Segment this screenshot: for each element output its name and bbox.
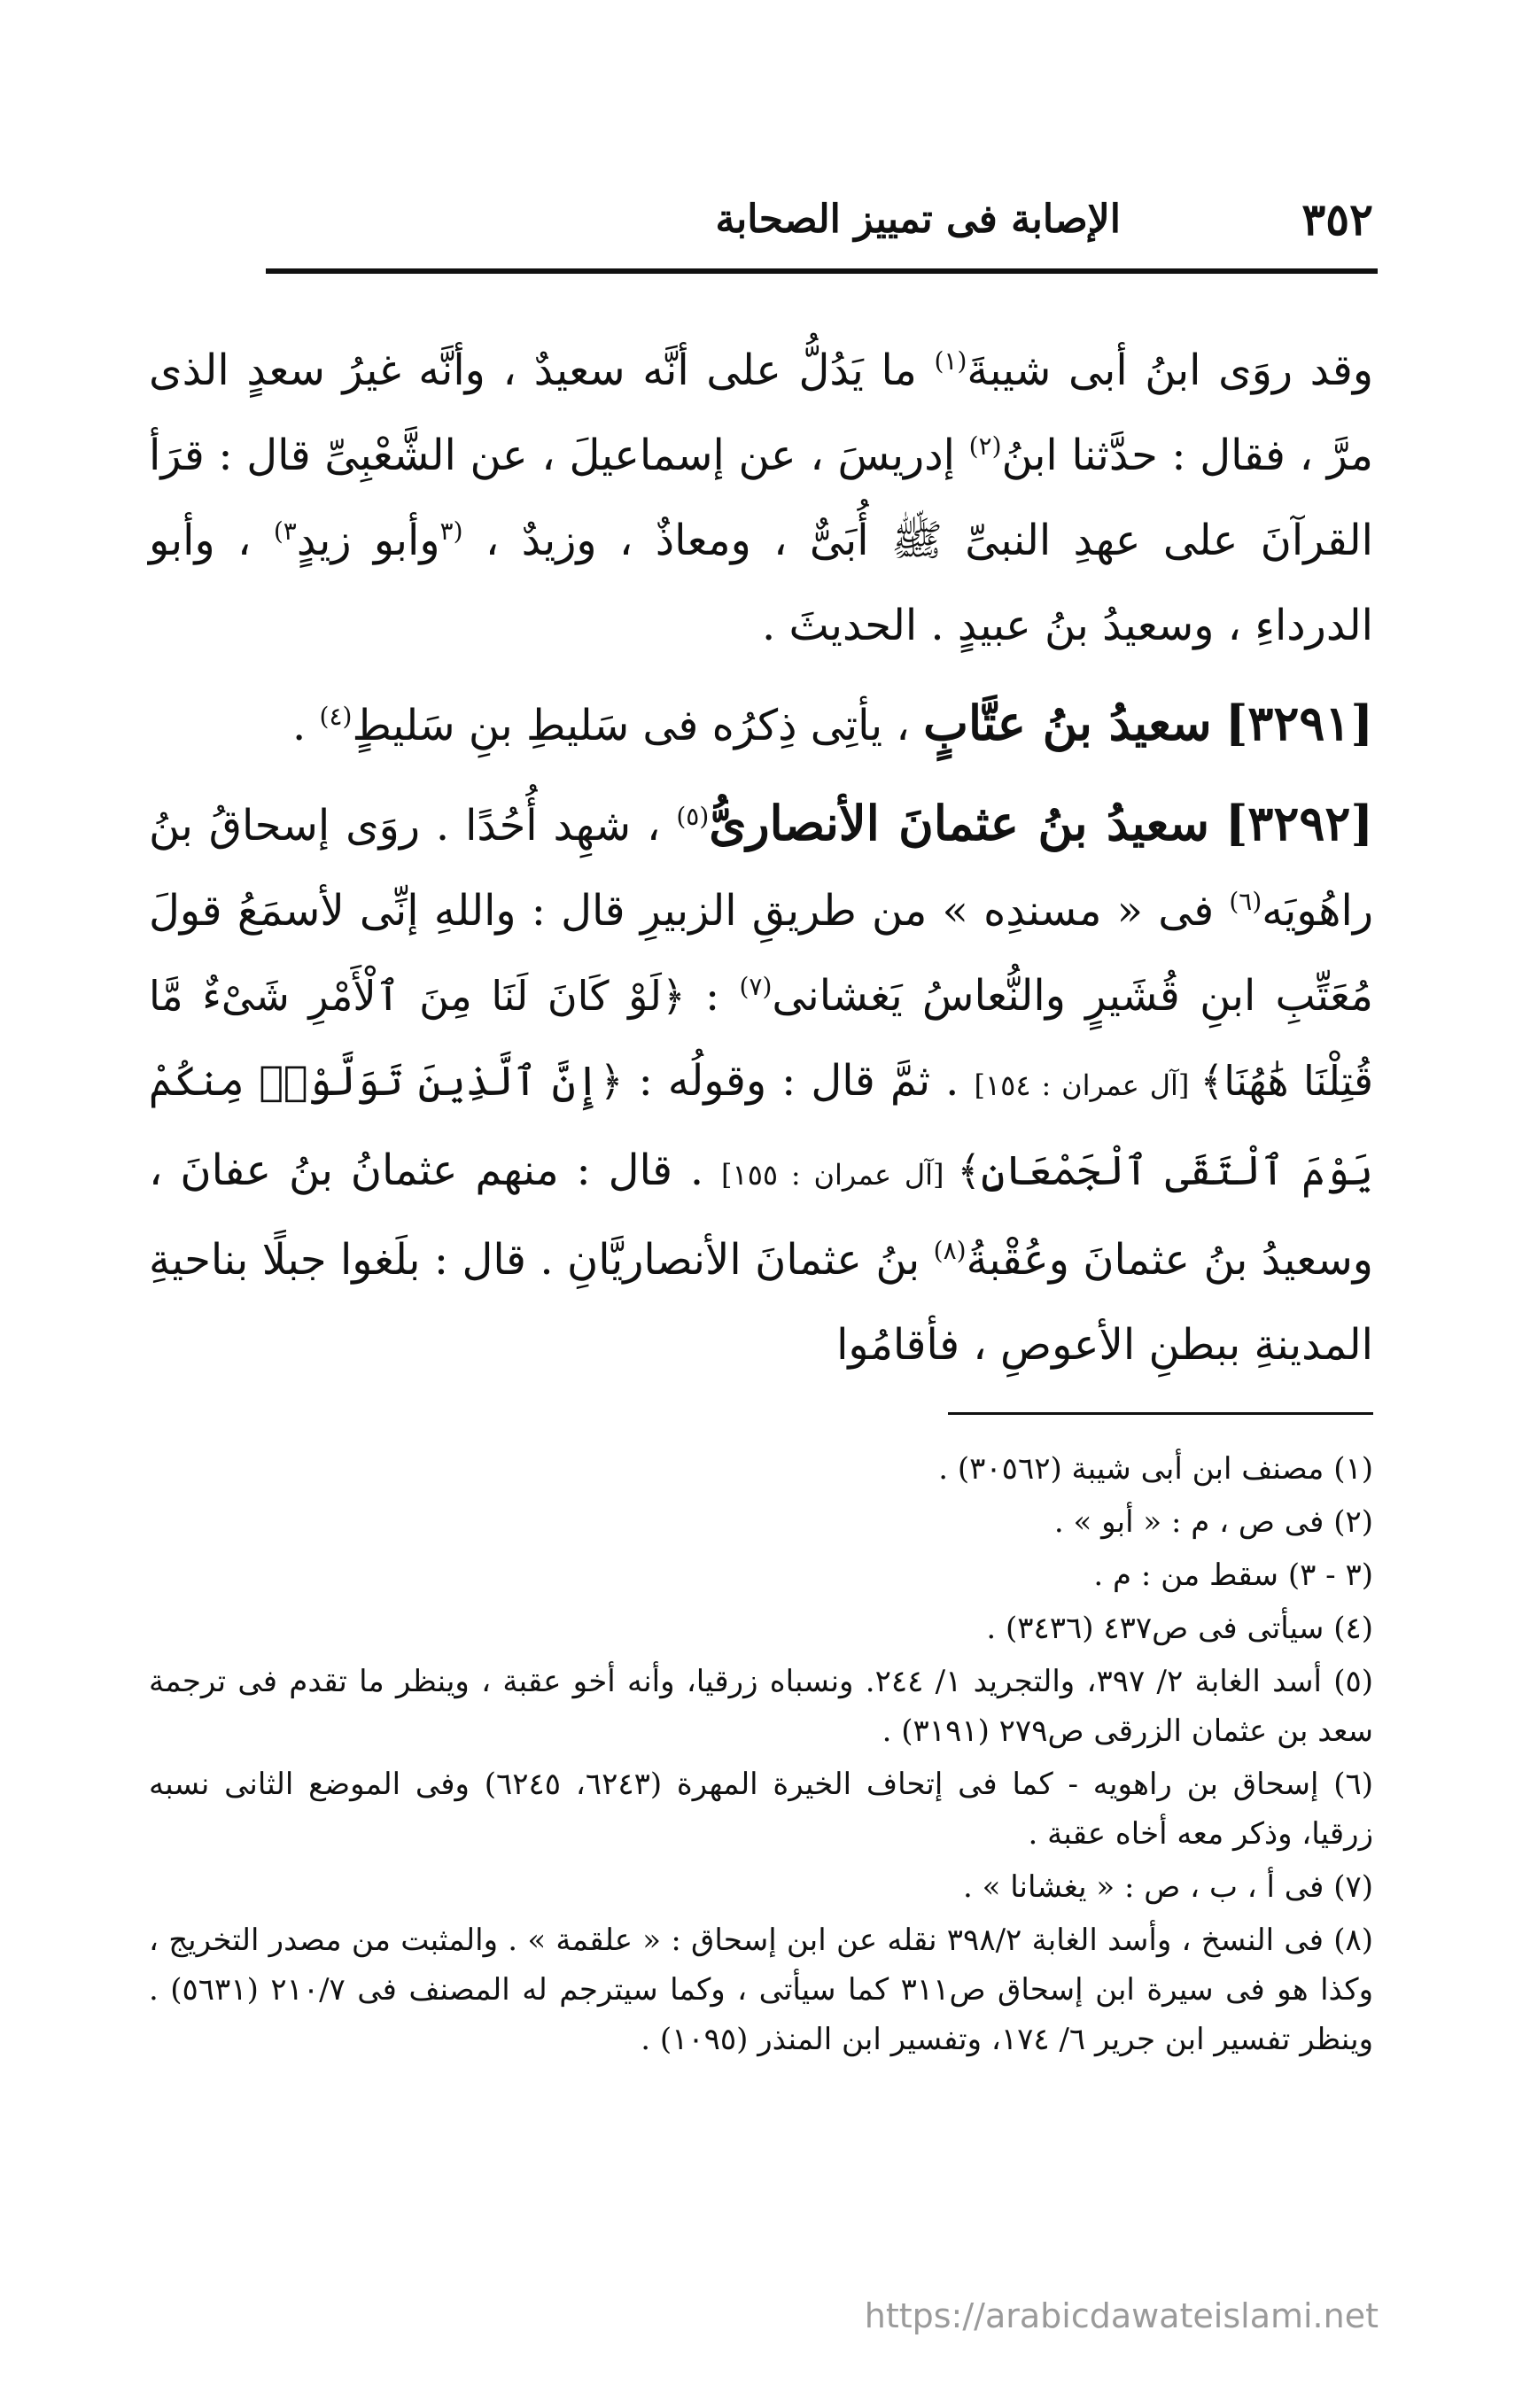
entry-3291	[149, 680, 1373, 768]
main-text	[149, 328, 1373, 1387]
entry-number: [٣٢٩١]	[1224, 695, 1373, 751]
text-run: ، وأبو الدرداءِ ، وسعيدُ بنُ عبيدٍ . الحديثَ .	[149, 516, 1373, 650]
footnote-ref: ٣)	[273, 517, 297, 546]
text-run: وأبو زيدٍ	[296, 516, 440, 565]
footnote: (٣ - ٣) سقط من : م .	[1093, 1557, 1373, 1593]
footnote-ref: (٥)	[676, 802, 710, 831]
quran-verse: ﴿لَوْ كَانَ لَنَا مِنَ ٱلْأَمْرِ شَىْءٌ مَّا قُتِلْنَا هَٰهُنَا﴾	[149, 972, 1374, 1105]
footnote-ref: (٤)	[319, 702, 353, 731]
footnote: (٨) فى النسخ ، وأسد الغابة ٣٩٨/٢ نقله عن ابن إسحاق : « علقمة » . والمثبت من مصدر التخريج ، وكذا هو فى سيرة ابن إسحاق ص٣١١ كما سيأتى ، وكما سيترجم له المصنف فى ٢١٠/٧ (٥٦٣١) . وينظر تفسير ابن جرير ٦/ ١٧٤، وتفسير ابن المنذر (١٠٩٥) .	[149, 1923, 1374, 2057]
page-header	[266, 193, 1373, 257]
text-run: . قال : منهم عثمانُ بنُ عفانَ ، وسعيدُ بنُ عثمانَ وعُقْبةُ	[149, 1146, 1373, 1285]
footnote: (٢) فى ص ، م : « أبو » .	[1053, 1504, 1373, 1540]
watermark-url: https://arabicdawateislami.net	[864, 2296, 1379, 2335]
header-rule	[266, 268, 1378, 274]
entry-name: سعيدُ بنُ عتَّابٍ	[923, 695, 1212, 751]
text-run: . ثمَّ قال : وقولُه :	[623, 1056, 975, 1106]
footnote-ref: (٢)	[968, 431, 1002, 461]
entry-3292	[149, 781, 1373, 1387]
text-run: ما يَدُلُّ على أنَّه سعيدٌ ، وأنَّه غيرُ سعدٍ الذى مرَّ ، فقال : حدَّثنا ابنُ	[149, 346, 1373, 480]
footnote: (٦) إسحاق بن راهويه - كما فى إتحاف الخيرة المهرة (٦٢٤٣، ٦٢٤٥) وفى الموضع الثانى نسبه زرقيا، وذكر معه أخاه عقبة .	[149, 1767, 1373, 1852]
footnote-ref: (٣	[439, 517, 463, 546]
footnote: (٤) سيأتى فى ص٤٣٧ (٣٤٣٦) .	[986, 1611, 1373, 1646]
footnote-rule	[948, 1412, 1373, 1415]
footnote: (٥) أسد الغابة ٢/ ٣٩٧، والتجريد ١/ ٢٤٤. ونسباه زرقيا، وأنه أخو عقبة ، وينظر ما تقدم فى ترجمة سعد بن عثمان الزرقى ص٢٧٩ (٣١٩١) .	[149, 1664, 1374, 1749]
entry-name: سعيدُ بنُ عثمانَ الأنصارىُّ	[709, 795, 1209, 851]
quran-verse: ﴿إِنَّ ٱلَّذِينَ تَوَلَّوْا۟ مِنكُمْ يَوْمَ ٱلْتَقَى ٱلْجَمْعَانِ﴾	[149, 1057, 1374, 1194]
text-run: ، يأتِى ذِكرُه فى سَليطِ بنِ سَليطٍ	[352, 701, 924, 750]
text-run: ، شهِد أُحُدًا . روَى إسحاقُ بنُ راهُويَه	[149, 801, 1373, 936]
verse-reference: [آل عمران : ١٥٤]	[974, 1068, 1200, 1102]
footnote-ref: (١)	[934, 346, 967, 376]
text-run: إدريسَ ، عن إسماعيلَ ، عن الشَّعْبِىِّ قال : قرَأ القرآنَ على عهدِ النبىِّ ﷺ أُبَىٌّ ، ومعاذٌ ، وزيدٌ ،	[149, 431, 1373, 565]
footnote: (٧) فى أ ، ب ، ص : « يغشانا » .	[962, 1869, 1373, 1905]
footnote-ref: (٦)	[1229, 887, 1262, 916]
text-run: فى « مسندِه » من طريقِ الزبيرِ قال : واللهِ إنِّى لأسمَعُ قولَ مُعَتِّبِ ابنِ قُشَيرٍ والنُّعاسُ يَغشانى	[149, 886, 1374, 1021]
footnotes	[149, 1444, 1373, 2068]
text-run: وقد روَى ابنُ أبى شيبةَ	[967, 346, 1374, 395]
footnote: (١) مصنف ابن أبى شيبة (٣٠٥٦٢) .	[938, 1451, 1373, 1487]
entry-number: [٣٢٩٢]	[1224, 795, 1373, 851]
paragraph-intro	[149, 328, 1373, 668]
verse-reference: [آل عمران : ١٥٥]	[721, 1158, 958, 1192]
page-number: ٣٥٢	[1301, 193, 1373, 245]
text-run: بنُ عثمانَ الأنصاريَّانِ . قال : بلَغوا جبلًا بناحيةِ المدينةِ ببطنِ الأعوصِ ، فأقامُوا	[149, 1235, 1373, 1370]
footnote-ref: (٧)	[739, 972, 773, 1001]
footnote-ref: (٨)	[933, 1236, 967, 1265]
text-run: .	[292, 701, 320, 750]
text-run: :	[685, 971, 740, 1021]
book-title: الإصابة فى تمييز الصحابة	[715, 197, 1121, 242]
